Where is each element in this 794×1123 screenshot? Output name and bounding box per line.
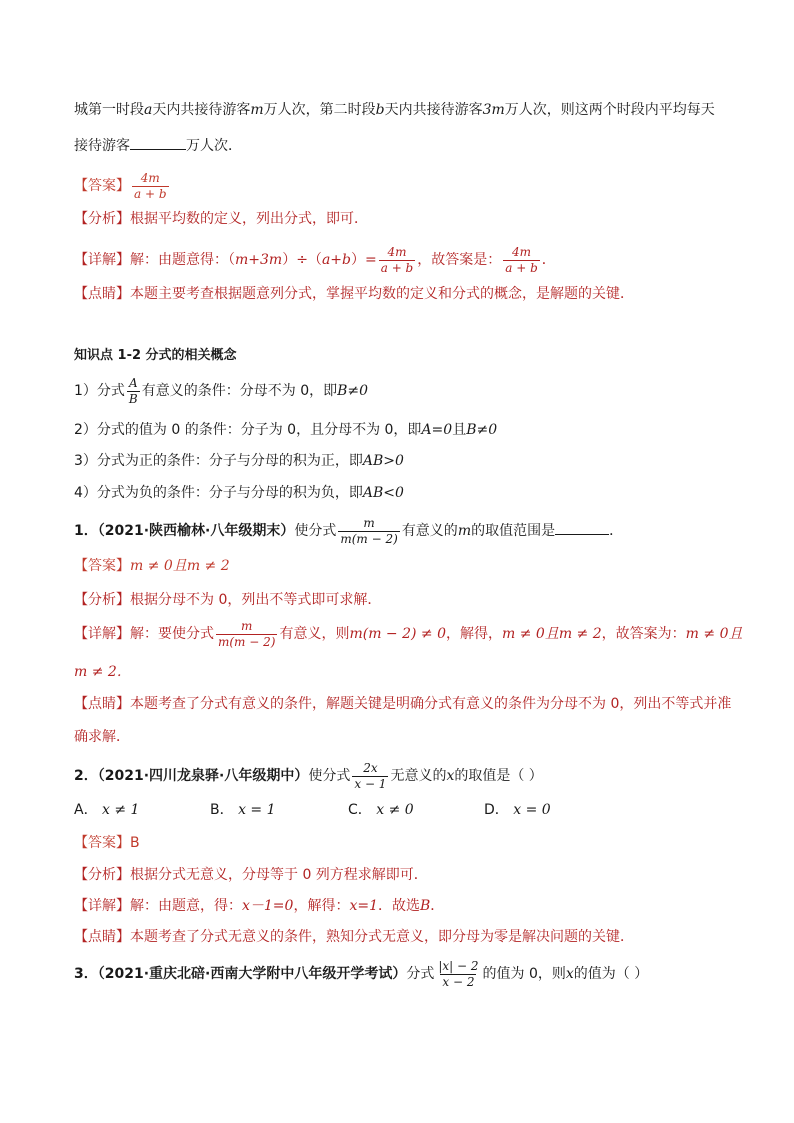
intro-text: 接待游客 (74, 138, 130, 154)
question-fraction (338, 516, 399, 547)
q0-comment (74, 284, 634, 304)
intro-text: 天内共接待游客 (384, 102, 483, 118)
math-var: a (144, 102, 153, 118)
fraction-denominator: a + b (380, 260, 414, 275)
option-label: D． (484, 802, 509, 818)
math-expr: m(m − 2) ≠ 0 (349, 626, 447, 642)
q2-stem (74, 760, 543, 792)
detail-fraction (379, 245, 416, 276)
q0-detail (74, 244, 556, 276)
answer-text: B (130, 835, 140, 851)
answer-fraction (132, 171, 169, 202)
option-value: x = 0 (513, 802, 551, 818)
fraction-denominator: a + b (134, 186, 167, 201)
q0-answer (74, 170, 171, 202)
detail-text: 解：要使分式 (130, 626, 214, 642)
question-text: 有意义的 (401, 523, 458, 539)
analysis-tag: 【分析】 (74, 592, 130, 608)
q1-comment (74, 694, 731, 714)
intro-line-1 (74, 100, 715, 120)
math-expr: A=0 (421, 422, 453, 438)
fraction-numerator: 2x (363, 760, 378, 775)
comment-tag: 【点睛】 (74, 929, 130, 945)
concept-text: 4）分式为负的条件：分子与分母的积为负，即 (74, 485, 363, 501)
detail-text: ，解得， (446, 626, 503, 642)
section-heading: 知识点 1-2 分式的相关概念 (74, 348, 237, 363)
question-number: 1． (74, 523, 98, 539)
fraction-numerator: 4m (140, 170, 160, 185)
detail-text: ）= (350, 252, 377, 268)
comment-tag: 【点睛】 (74, 696, 130, 712)
q2-detail (74, 896, 444, 916)
analysis-tag: 【分析】 (74, 867, 130, 883)
math-var: m (250, 102, 264, 118)
detail-text: 有意义，则 (279, 626, 350, 642)
math-var: 3m (482, 102, 505, 118)
detail-text: ）÷（ (282, 252, 322, 268)
q2-answer (74, 833, 140, 853)
math-expr: a+b (321, 252, 351, 268)
detail-text: ，故答案是： (417, 252, 502, 268)
q1-comment-cont: 确求解． (74, 729, 130, 745)
question-fraction (436, 959, 480, 990)
concept-text: 有意义的条件：分母不为 0，即 (141, 383, 338, 399)
fraction-denominator: m(m − 2) (218, 634, 276, 649)
option-label: A． (74, 802, 98, 818)
math-var: x (446, 768, 455, 784)
fraction-numerator: A (129, 375, 138, 390)
fraction-denominator: m(m − 2) (340, 531, 398, 546)
question-text: 使分式 (308, 768, 351, 784)
math-expr: x=1 (349, 898, 378, 914)
question-source: （2021·陕西榆林·八年级期末） (97, 523, 295, 539)
fraction-denominator: x − 2 (442, 974, 475, 989)
question-fraction (352, 761, 388, 792)
q2-option-c (348, 800, 414, 820)
option-label: B． (210, 802, 234, 818)
q0-analysis (74, 209, 368, 229)
detail-text: ，解得： (293, 898, 350, 914)
detail-tag: 【详解】 (74, 252, 130, 268)
detail-text: ，故答案为： (601, 626, 686, 642)
q2-option-a (74, 800, 139, 820)
comment-tag: 【点睛】 (74, 286, 130, 302)
q1-answer (74, 556, 230, 576)
concept-text: 且 (452, 422, 467, 438)
fraction-denominator: a + b (505, 260, 538, 275)
question-number: 2． (74, 768, 98, 784)
detail-fraction (216, 619, 277, 650)
intro-text: 万人次，第二时段 (263, 102, 376, 118)
intro-text: 万人次． (186, 138, 242, 154)
question-text: 的取值是（ ） (454, 768, 543, 784)
detail-text: ． (541, 252, 556, 268)
concept-2 (74, 420, 497, 440)
fraction-numerator: 4m (512, 244, 532, 259)
math-expr: m ≠ 0且m ≠ 2 (502, 626, 602, 642)
q1-analysis (74, 590, 381, 610)
answer-text: m ≠ 0且m ≠ 2 (130, 558, 230, 574)
fraction-denominator: B (128, 391, 138, 406)
q2-option-b (210, 800, 276, 820)
q1-stem (74, 515, 623, 547)
concept-text: 1）分式 (74, 383, 125, 399)
math-var: b (375, 102, 385, 118)
q1-detail-cont: m ≠ 2． (74, 664, 131, 680)
detail-text: 解：由题意得：（ (130, 252, 235, 268)
concept-text: 2）分式的值为 0 的条件：分子为 0，且分母不为 0，即 (74, 422, 422, 438)
math-expr: m ≠ 0且 (685, 626, 743, 642)
analysis-text: 根据分母不为 0，列出不等式即可求解． (130, 592, 382, 608)
question-text: 的值为（ ） (573, 966, 649, 982)
math-expr: B (420, 898, 431, 914)
question-text: 使分式 (294, 523, 337, 539)
question-text: ． (609, 523, 624, 539)
math-expr: AB>0 (362, 453, 404, 469)
q2-option-d (484, 800, 551, 820)
question-text: 分式 (406, 966, 435, 982)
answer-blank (130, 135, 186, 150)
analysis-text: 根据平均数的定义，列出分式，即可． (130, 211, 368, 227)
question-text: 的取值范围是 (471, 523, 556, 539)
question-text: 的值为 0，则 (482, 966, 566, 982)
concept-4 (74, 483, 404, 503)
answer-tag: 【答案】 (74, 835, 130, 851)
q1-detail (74, 618, 742, 650)
q2-analysis (74, 865, 428, 885)
fraction-denominator: x − 1 (354, 776, 387, 791)
math-var: x (565, 966, 574, 982)
option-value: x = 1 (238, 802, 276, 818)
detail-tag: 【详解】 (74, 898, 130, 914)
intro-text: 城第一时段 (74, 102, 144, 118)
fraction-numerator: m (363, 515, 375, 530)
concept-3 (74, 451, 404, 471)
intro-text: 万人次，则这两个时段内平均每天 (504, 102, 715, 118)
question-number: 3． (74, 966, 98, 982)
detail-text: ． (430, 898, 445, 914)
detail-text: ．故选 (378, 898, 420, 914)
option-label: C． (348, 802, 372, 818)
intro-line-2 (74, 135, 242, 156)
answer-tag: 【答案】 (74, 558, 130, 574)
math-expr: B≠0 (337, 383, 369, 399)
concept-fraction (127, 376, 140, 407)
detail-tag: 【详解】 (74, 626, 130, 642)
question-text: 无意义的 (390, 768, 447, 784)
q2-comment (74, 927, 634, 947)
answer-blank (555, 520, 609, 535)
comment-text: 本题考查了分式有意义的条件，解题关键是明确分式有意义的条件为分母不为 0，列出不等式并准 (130, 696, 732, 712)
math-expr: m+3m (235, 252, 283, 268)
concept-text: 3）分式为正的条件：分子与分母的积为正，即 (74, 453, 363, 469)
fraction-numerator: 4m (387, 244, 407, 259)
math-expr: x－1=0 (242, 898, 294, 914)
fraction-numerator: m (241, 618, 253, 633)
option-value: x ≠ 0 (376, 802, 414, 818)
math-var: m (457, 523, 472, 539)
concept-1 (74, 375, 368, 407)
comment-text: 本题考查了分式无意义的条件，熟知分式无意义，即分母为零是解决问题的关键． (130, 929, 634, 945)
intro-text: 天内共接待游客 (152, 102, 251, 118)
math-expr: AB<0 (362, 485, 404, 501)
detail-text: 解：由题意，得： (130, 898, 242, 914)
analysis-text: 根据分式无意义，分母等于 0 列方程求解即可． (130, 867, 428, 883)
analysis-tag: 【分析】 (74, 211, 130, 227)
q3-stem (74, 958, 648, 990)
question-source: （2021·四川龙泉驿·八年级期中） (97, 768, 309, 784)
math-expr: B≠0 (466, 422, 498, 438)
comment-text: 本题主要考查根据题意列分式，掌握平均数的定义和分式的概念，是解题的关键． (130, 286, 634, 302)
detail-fraction (503, 245, 540, 276)
answer-tag: 【答案】 (74, 178, 130, 194)
fraction-numerator: |x| − 2 (438, 958, 479, 973)
option-value: x ≠ 1 (102, 802, 140, 818)
question-source: （2021·重庆北碚·西南大学附中八年级开学考试） (97, 966, 407, 982)
